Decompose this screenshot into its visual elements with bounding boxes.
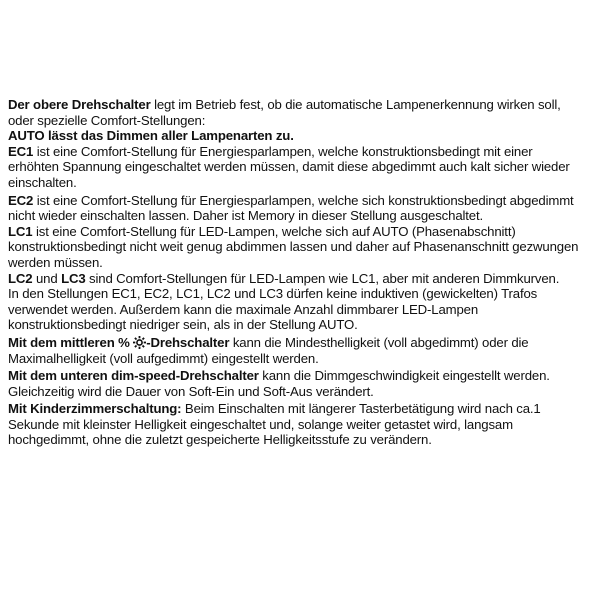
lower-switch-heading: Mit dem unteren dim-speed-Drehschalter (8, 368, 259, 384)
upper-switch-heading: Der obere Drehschalter (8, 97, 151, 112)
lc1-text: ist eine Comfort-Stellung für LED-Lampen, welche sich auf AUTO (Phasenabschnitt) konstruktionsbedingt nicht weit genug abdimmen lassen und daher auf Phasenanschnitt gezwungen werden müssen. (8, 223, 579, 270)
ec1-label: EC1 (8, 143, 34, 159)
nursery-mode-heading: Mit Kinderzimmerschaltung: (8, 401, 182, 417)
middle-switch-heading-pre: Mit dem mittleren % (8, 334, 134, 350)
paragraph-ec1 (8, 144, 586, 191)
ec2-label: EC2 (8, 192, 34, 208)
document-body (8, 97, 586, 448)
lc2-lc3-connector: und (32, 270, 62, 286)
paragraph-nursery-mode (8, 401, 586, 448)
upper-switch-text: legt im Betrieb fest, ob die automatische Lampenerkennung wirken soll, oder spezielle Comfort-Stellungen: (8, 97, 561, 128)
paragraph-restrictions (8, 286, 586, 333)
nursery-mode-text: Beim Einschalten mit längerer Tasterbetätigung wird nach ca.1 Sekunde mit kleinster Helligkeit eingeschaltet und, solange weiter getastet wird, langsam hochgedimmt, ohne die zuletzt gespeicherte Helligkeitsstufe zu verändern. (8, 401, 541, 448)
lc3-label: LC3 (61, 270, 86, 286)
ec1-text: ist eine Comfort-Stellung für Energiesparlampen, welche konstruktionsbedingt mit einer erhöhten Spannung eingeschaltet werden müssen, damit diese abgedimmt auch kalt sicher wieder einschalten. (8, 143, 570, 190)
ec2-text: ist eine Comfort-Stellung für Energiesparlampen, welche sich konstruktionsbedingt abgedimmt nicht wieder einschalten lassen. Daher ist Memory in dieser Stellung ausgeschaltet. (8, 192, 574, 224)
lower-switch-text: kann die Dimmgeschwindigkeit eingestellt werden. Gleichzeitig wird die Dauer von Soft-Ein und Soft-Aus verändert. (8, 368, 550, 399)
paragraph-lc2-lc3 (8, 271, 586, 287)
auto-heading: AUTO lässt das Dimmen aller Lampenarten zu. (8, 128, 294, 144)
paragraph-lc1 (8, 224, 586, 271)
sun-brightness-icon (133, 336, 146, 349)
paragraph-ec2 (8, 193, 586, 224)
lc2-label: LC2 (8, 270, 33, 286)
paragraph-middle-switch (8, 335, 586, 366)
middle-switch-heading-post: -Drehschalter (146, 334, 230, 350)
paragraph-upper-switch (8, 97, 586, 128)
middle-switch-text: kann die Mindesthelligkeit (voll abgedimmt) oder die Maximalhelligkeit (voll aufgedimmt) eingestellt werden. (8, 334, 529, 366)
restrictions-text: In den Stellungen EC1, EC2, LC1, LC2 und LC3 dürfen keine induktiven (gewickelten) Trafos verwendet werden. Außerdem kann die maximale Anzahl dimmbarer LED-Lampen konstruktionsbedingt niedriger sein, als in der Stellung AUTO. (8, 286, 538, 333)
paragraph-auto (8, 128, 586, 144)
lc2-lc3-text: sind Comfort-Stellungen für LED-Lampen wie LC1, aber mit anderen Dimmkurven. (85, 270, 560, 286)
lc1-label: LC1 (8, 223, 33, 239)
paragraph-lower-switch (8, 368, 586, 399)
